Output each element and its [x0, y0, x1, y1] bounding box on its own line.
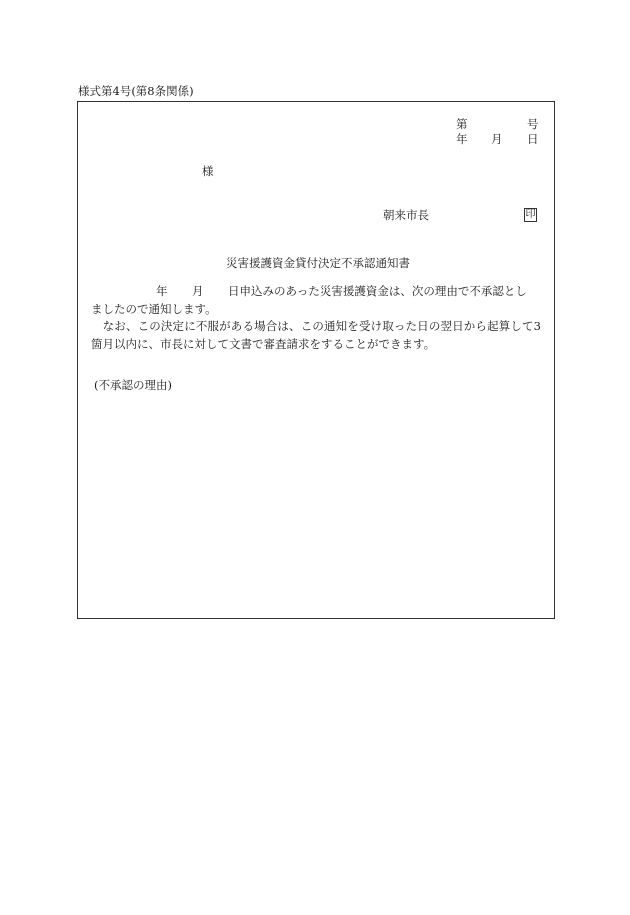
notice-frame	[77, 101, 555, 619]
seal-mark: 印	[525, 209, 536, 220]
date-day-label: 日	[527, 132, 539, 146]
issuer-name: 朝来市長	[383, 208, 429, 222]
body-paragraph-2: なお、この決定に不服がある場合は、この通知を受け取った日の翌日から起算して3箇月以内に、市長に対して文書で審査請求をすることができます。	[91, 319, 541, 351]
application-month-label: 月	[192, 284, 204, 298]
reason-label: (不承認の理由)	[94, 378, 172, 392]
body-paragraph-1-lead: 日申込みのあった災害援護資金は、次の理由で不承認とし	[228, 284, 527, 298]
date-year-label: 年	[456, 132, 468, 146]
recipient-honorific: 様	[202, 164, 214, 178]
body-paragraph-1-cont: ましたので通知します。	[91, 302, 217, 316]
form-number-label: 様式第4号(第8条関係)	[78, 84, 194, 98]
date-month-label: 月	[491, 132, 503, 146]
number-prefix: 第	[456, 117, 468, 131]
application-year-label: 年	[156, 284, 168, 298]
document-title: 災害援護資金貸付決定不承認通知書	[226, 256, 410, 270]
number-suffix: 号	[527, 117, 539, 131]
